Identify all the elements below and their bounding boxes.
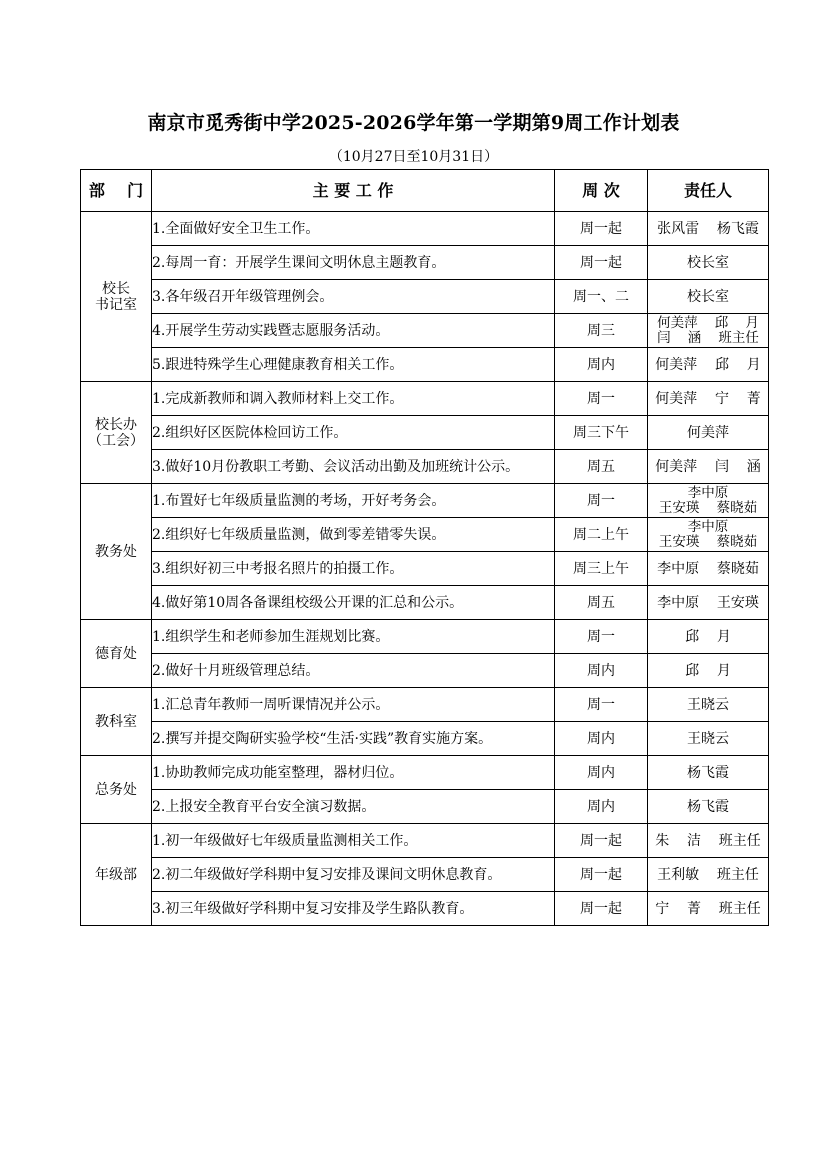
task-cell: 5.跟进特殊学生心理健康教育相关工作。 bbox=[152, 348, 555, 382]
responsible-cell bbox=[648, 484, 769, 518]
department-cell bbox=[81, 688, 152, 756]
week-cell: 周一起 bbox=[555, 892, 648, 926]
week-cell: 周五 bbox=[555, 586, 648, 620]
week-cell: 周内 bbox=[555, 756, 648, 790]
table-row bbox=[81, 892, 769, 926]
responsible-cell bbox=[648, 518, 769, 552]
responsible-cell bbox=[648, 552, 769, 586]
task-cell: 2.初二年级做好学科期中复习安排及课间文明休息教育。 bbox=[152, 858, 555, 892]
department-label: 德育处 bbox=[95, 645, 137, 662]
table-row bbox=[81, 654, 769, 688]
responsible-cell bbox=[648, 790, 769, 824]
week-cell: 周一 bbox=[555, 382, 648, 416]
header-responsible: 责任人 bbox=[648, 170, 769, 212]
week-cell: 周一 bbox=[555, 620, 648, 654]
table-body bbox=[81, 212, 769, 926]
department-cell bbox=[81, 484, 152, 620]
responsible-name: 邱 月 bbox=[685, 662, 731, 679]
department-label: 总务处 bbox=[95, 781, 137, 798]
task-cell: 4.做好第10周各备课组校级公开课的汇总和公示。 bbox=[152, 586, 555, 620]
week-cell: 周内 bbox=[555, 790, 648, 824]
table-row bbox=[81, 722, 769, 756]
week-cell: 周三 bbox=[555, 314, 648, 348]
week-cell: 周一起 bbox=[555, 858, 648, 892]
responsible-name: 闫 涵 班主任 bbox=[657, 329, 759, 346]
department-label: 教务处 bbox=[95, 543, 137, 560]
department-cell bbox=[81, 756, 152, 824]
week-cell: 周一 bbox=[555, 484, 648, 518]
header-task: 主 要 工 作 bbox=[152, 170, 555, 212]
responsible-name: 王晓云 bbox=[687, 730, 729, 747]
week-cell: 周内 bbox=[555, 654, 648, 688]
department-label: 教科室 bbox=[95, 713, 137, 730]
task-cell: 1.组织学生和老师参加生涯规划比赛。 bbox=[152, 620, 555, 654]
responsible-cell bbox=[648, 246, 769, 280]
responsible-name: 校长室 bbox=[687, 254, 729, 271]
week-cell: 周二上午 bbox=[555, 518, 648, 552]
task-cell: 2.撰写并提交陶研实验学校“生活·实践”教育实施方案。 bbox=[152, 722, 555, 756]
table-row bbox=[81, 382, 769, 416]
responsible-name: 王晓云 bbox=[687, 696, 729, 713]
week-cell: 周一起 bbox=[555, 212, 648, 246]
week-cell: 周一、二 bbox=[555, 280, 648, 314]
responsible-cell bbox=[648, 586, 769, 620]
responsible-cell bbox=[648, 382, 769, 416]
week-cell: 周三下午 bbox=[555, 416, 648, 450]
department-cell bbox=[81, 212, 152, 382]
responsible-name: 李中原 蔡晓茹 bbox=[657, 560, 759, 577]
task-cell: 1.汇总青年教师一周听课情况并公示。 bbox=[152, 688, 555, 722]
task-cell: 1.协助教师完成功能室整理，器材归位。 bbox=[152, 756, 555, 790]
work-plan-table bbox=[80, 169, 769, 926]
responsible-name: 王安瑛 蔡晓茹 bbox=[658, 499, 758, 516]
task-cell: 1.初一年级做好七年级质量监测相关工作。 bbox=[152, 824, 555, 858]
task-cell: 1.完成新教师和调入教师材料上交工作。 bbox=[152, 382, 555, 416]
task-cell: 2.上报安全教育平台安全演习数据。 bbox=[152, 790, 555, 824]
table-row bbox=[81, 586, 769, 620]
task-cell: 2.组织好区医院体检回访工作。 bbox=[152, 416, 555, 450]
task-cell: 3.各年级召开年级管理例会。 bbox=[152, 280, 555, 314]
department-label: 年级部 bbox=[95, 866, 137, 883]
task-cell: 1.全面做好安全卫生工作。 bbox=[152, 212, 555, 246]
week-cell: 周五 bbox=[555, 450, 648, 484]
table-row bbox=[81, 824, 769, 858]
table-row bbox=[81, 620, 769, 654]
table-row bbox=[81, 756, 769, 790]
responsible-cell bbox=[648, 824, 769, 858]
date-range-subtitle: （10月27日至10月31日） bbox=[328, 149, 499, 165]
responsible-name: 杨飞霞 bbox=[687, 798, 729, 815]
responsible-name: 王安瑛 蔡晓茹 bbox=[658, 533, 758, 550]
task-cell: 3.初三年级做好学科期中复习安排及学生路队教育。 bbox=[152, 892, 555, 926]
table-row bbox=[81, 416, 769, 450]
table-row bbox=[81, 314, 769, 348]
week-cell: 周一 bbox=[555, 688, 648, 722]
responsible-cell bbox=[648, 348, 769, 382]
table-row bbox=[81, 348, 769, 382]
task-cell: 3.做好10月份教职工考勤、会议活动出勤及加班统计公示。 bbox=[152, 450, 555, 484]
department-label: 书记室 bbox=[95, 296, 137, 313]
table-row bbox=[81, 688, 769, 722]
document-title: 南京市觅秀街中学2025-2026学年第一学期第9周工作计划表 bbox=[147, 112, 680, 134]
responsible-cell bbox=[648, 416, 769, 450]
responsible-name: 何美萍 宁 菁 bbox=[655, 390, 761, 407]
responsible-cell bbox=[648, 212, 769, 246]
responsible-cell bbox=[648, 892, 769, 926]
responsible-name: 朱 洁 班主任 bbox=[655, 832, 761, 849]
week-cell: 周内 bbox=[555, 722, 648, 756]
week-cell: 周一起 bbox=[555, 824, 648, 858]
responsible-name: 何美萍 闫 涵 bbox=[655, 458, 761, 475]
responsible-name: 张风雷 杨飞霞 bbox=[657, 220, 759, 237]
department-cell bbox=[81, 824, 152, 926]
responsible-name: 李中原 bbox=[687, 484, 729, 501]
week-cell: 周三上午 bbox=[555, 552, 648, 586]
responsible-name: 邱 月 bbox=[685, 628, 731, 645]
responsible-name: 宁 菁 班主任 bbox=[655, 900, 761, 917]
table-header-row bbox=[81, 170, 769, 212]
task-cell: 2.组织好七年级质量监测，做到零差错零失误。 bbox=[152, 518, 555, 552]
responsible-cell bbox=[648, 654, 769, 688]
header-dept: 部 门 bbox=[81, 170, 152, 212]
responsible-name: 杨飞霞 bbox=[687, 764, 729, 781]
responsible-name: 王利敏 班主任 bbox=[657, 866, 759, 883]
week-cell: 周内 bbox=[555, 348, 648, 382]
responsible-cell bbox=[648, 756, 769, 790]
task-cell: 2.每周一育：开展学生课间文明休息主题教育。 bbox=[152, 246, 555, 280]
department-cell bbox=[81, 382, 152, 484]
responsible-cell bbox=[648, 858, 769, 892]
task-cell: 1.布置好七年级质量监测的考场，开好考务会。 bbox=[152, 484, 555, 518]
task-cell: 3.组织好初三中考报名照片的拍摄工作。 bbox=[152, 552, 555, 586]
responsible-name: 何美萍 bbox=[687, 424, 729, 441]
table-row bbox=[81, 858, 769, 892]
week-cell: 周一起 bbox=[555, 246, 648, 280]
responsible-name: 何美萍 邱 月 bbox=[655, 356, 761, 373]
table-row bbox=[81, 450, 769, 484]
department-label: 校长办 bbox=[95, 416, 137, 433]
task-cell: 2.做好十月班级管理总结。 bbox=[152, 654, 555, 688]
responsible-cell bbox=[648, 314, 769, 348]
responsible-name: 何美萍 邱 月 bbox=[657, 314, 759, 331]
responsible-name: 校长室 bbox=[687, 288, 729, 305]
responsible-cell bbox=[648, 722, 769, 756]
header-week: 周 次 bbox=[555, 170, 648, 212]
responsible-cell bbox=[648, 450, 769, 484]
responsible-name: 李中原 bbox=[687, 518, 729, 535]
department-cell bbox=[81, 620, 152, 688]
table-row bbox=[81, 790, 769, 824]
responsible-cell bbox=[648, 620, 769, 654]
table-row bbox=[81, 280, 769, 314]
table-row bbox=[81, 518, 769, 552]
task-cell: 4.开展学生劳动实践暨志愿服务活动。 bbox=[152, 314, 555, 348]
table-row bbox=[81, 552, 769, 586]
department-label: 校长 bbox=[102, 280, 130, 297]
table-row bbox=[81, 212, 769, 246]
department-label: （工会） bbox=[88, 432, 144, 449]
table-row bbox=[81, 484, 769, 518]
responsible-cell bbox=[648, 688, 769, 722]
responsible-name: 李中原 王安瑛 bbox=[657, 594, 759, 611]
table-row bbox=[81, 246, 769, 280]
responsible-cell bbox=[648, 280, 769, 314]
